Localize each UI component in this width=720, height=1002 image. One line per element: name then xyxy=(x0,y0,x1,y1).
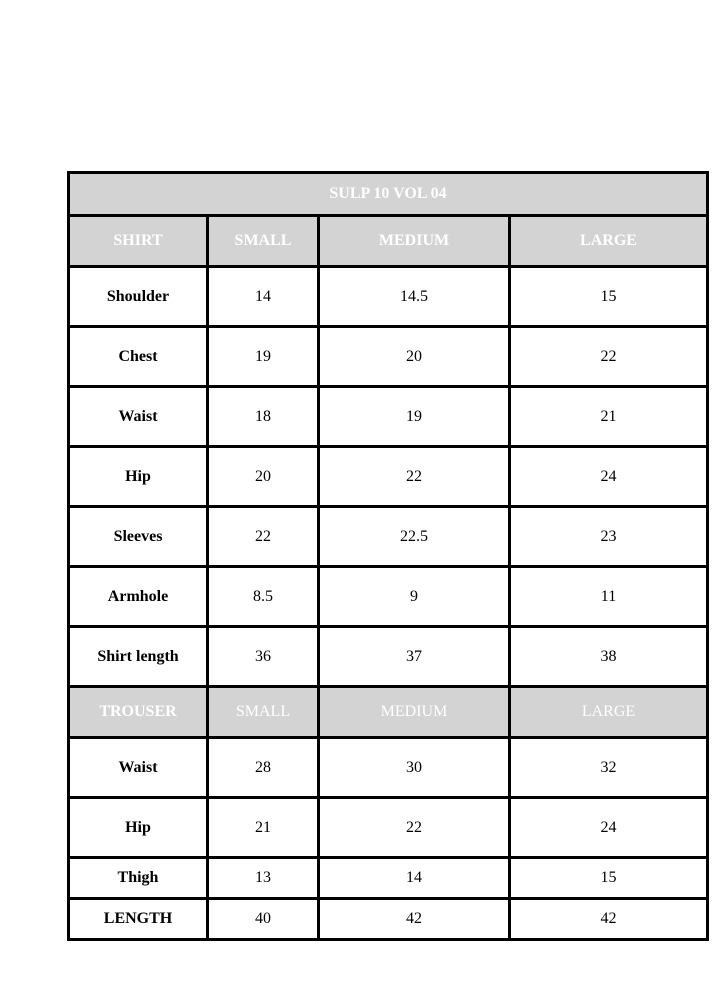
cell-medium: 14 xyxy=(319,858,510,899)
cell-small: 20 xyxy=(208,447,319,507)
cell-medium: 37 xyxy=(319,627,510,687)
cell-large: 24 xyxy=(510,447,708,507)
cell-large: 32 xyxy=(510,738,708,798)
cell-small: 13 xyxy=(208,858,319,899)
table-row xyxy=(69,738,708,798)
table-row xyxy=(69,507,708,567)
cell-medium: 19 xyxy=(319,387,510,447)
row-label: LENGTH xyxy=(69,899,208,940)
trouser-header-large: LARGE xyxy=(510,687,708,738)
cell-small: 22 xyxy=(208,507,319,567)
row-label: Shoulder xyxy=(69,267,208,327)
row-label: Waist xyxy=(69,738,208,798)
cell-small: 36 xyxy=(208,627,319,687)
row-label: Hip xyxy=(69,798,208,858)
cell-large: 11 xyxy=(510,567,708,627)
table-row xyxy=(69,899,708,940)
trouser-header-row xyxy=(69,687,708,738)
cell-medium: 30 xyxy=(319,738,510,798)
table-row xyxy=(69,567,708,627)
table-row xyxy=(69,858,708,899)
cell-small: 40 xyxy=(208,899,319,940)
cell-small: 21 xyxy=(208,798,319,858)
cell-medium: 14.5 xyxy=(319,267,510,327)
shirt-header-small: SMALL xyxy=(208,216,319,267)
cell-large: 21 xyxy=(510,387,708,447)
table-row xyxy=(69,267,708,327)
cell-medium: 22.5 xyxy=(319,507,510,567)
size-chart-table xyxy=(67,171,709,941)
cell-large: 15 xyxy=(510,858,708,899)
row-label: Armhole xyxy=(69,567,208,627)
shirt-header-label: SHIRT xyxy=(69,216,208,267)
row-label: Waist xyxy=(69,387,208,447)
cell-large: 15 xyxy=(510,267,708,327)
cell-large: 22 xyxy=(510,327,708,387)
cell-large: 42 xyxy=(510,899,708,940)
cell-large: 24 xyxy=(510,798,708,858)
row-label: Thigh xyxy=(69,858,208,899)
table-row xyxy=(69,447,708,507)
row-label: Shirt length xyxy=(69,627,208,687)
cell-medium: 22 xyxy=(319,447,510,507)
row-label: Hip xyxy=(69,447,208,507)
table-title-row xyxy=(69,173,708,216)
table-row xyxy=(69,387,708,447)
row-label: Sleeves xyxy=(69,507,208,567)
cell-large: 38 xyxy=(510,627,708,687)
cell-medium: 22 xyxy=(319,798,510,858)
table-row xyxy=(69,627,708,687)
table-title: SULP 10 VOL 04 xyxy=(69,173,708,216)
cell-medium: 9 xyxy=(319,567,510,627)
table-row xyxy=(69,798,708,858)
shirt-header-medium: MEDIUM xyxy=(319,216,510,267)
cell-small: 28 xyxy=(208,738,319,798)
cell-small: 19 xyxy=(208,327,319,387)
trouser-header-medium: MEDIUM xyxy=(319,687,510,738)
shirt-header-row xyxy=(69,216,708,267)
cell-large: 23 xyxy=(510,507,708,567)
shirt-header-large: LARGE xyxy=(510,216,708,267)
cell-medium: 42 xyxy=(319,899,510,940)
cell-small: 18 xyxy=(208,387,319,447)
row-label: Chest xyxy=(69,327,208,387)
cell-medium: 20 xyxy=(319,327,510,387)
cell-small: 14 xyxy=(208,267,319,327)
trouser-header-label: TROUSER xyxy=(69,687,208,738)
trouser-header-small: SMALL xyxy=(208,687,319,738)
table-row xyxy=(69,327,708,387)
cell-small: 8.5 xyxy=(208,567,319,627)
